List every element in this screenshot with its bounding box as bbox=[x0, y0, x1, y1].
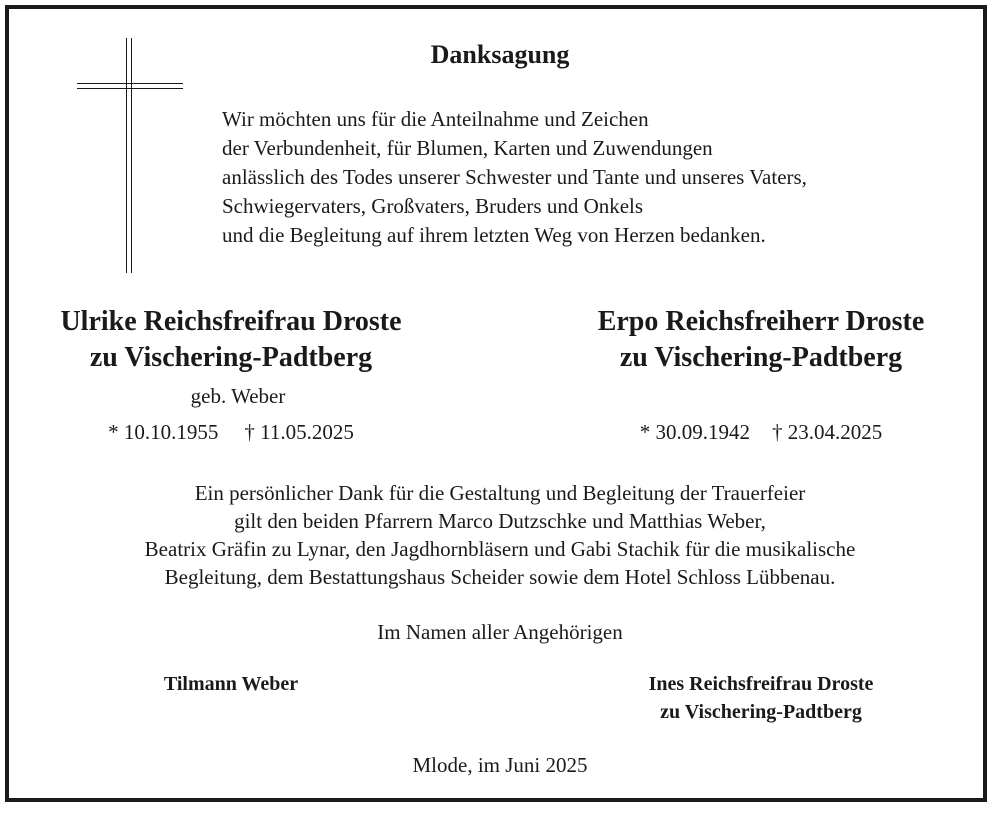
birth-date: * 10.10.1955 bbox=[108, 420, 219, 444]
on-behalf-text: Im Namen aller Angehörigen bbox=[377, 620, 623, 644]
thanks-line: Ein persönlicher Dank für die Gestaltung und Begleitung der Trauerfeier bbox=[194, 481, 806, 505]
intro-line: der Verbundenheit, für Blumen, Karten und Zuwendungen bbox=[222, 136, 713, 160]
thanks-line: gilt den beiden Pfarrern Marco Dutzschke und Matthias Weber, bbox=[234, 509, 766, 533]
signatory-left bbox=[164, 670, 298, 698]
deceased-right bbox=[598, 304, 925, 376]
place-date: Mlode, im Juni 2025 bbox=[412, 753, 588, 777]
thanks-text bbox=[145, 479, 856, 591]
intro-line: anlässlich des Todes unserer Schwester und Tante und unseres Vaters, bbox=[222, 165, 807, 189]
deceased-name-line1: Erpo Reichsfreiherr Droste bbox=[597, 306, 925, 337]
thanks-line: Begleitung, dem Bestattungshaus Scheider sowie dem Hotel Schloss Lübbenau. bbox=[164, 565, 836, 589]
deceased-name-line1: Ulrike Reichsfreifrau Droste bbox=[60, 306, 402, 337]
signatory-right bbox=[649, 670, 874, 726]
life-dates-right bbox=[640, 420, 883, 445]
intro-text bbox=[222, 105, 807, 250]
intro-line: Wir möchten uns für die Anteilnahme und Zeichen bbox=[222, 107, 649, 131]
life-dates-left bbox=[108, 420, 354, 445]
deceased-name-line2: zu Vischering-Padtberg bbox=[619, 342, 903, 373]
death-date: † 11.05.2025 bbox=[244, 420, 354, 444]
deceased-left bbox=[60, 304, 401, 376]
notice-title: Danksagung bbox=[430, 40, 570, 69]
intro-line: und die Begleitung auf ihrem letzten Weg von Herzen bedanken. bbox=[222, 223, 766, 247]
deceased-name-line2: zu Vischering-Padtberg bbox=[89, 342, 373, 373]
maiden-name: geb. Weber bbox=[190, 384, 286, 408]
signatory-name-line2: zu Vischering-Padtberg bbox=[660, 701, 862, 723]
death-date: † 23.04.2025 bbox=[772, 420, 883, 444]
signatory-name: Tilmann Weber bbox=[163, 673, 299, 695]
birth-date: * 30.09.1942 bbox=[639, 420, 750, 444]
intro-line: Schwiegervaters, Großvaters, Bruders und Onkels bbox=[222, 194, 644, 218]
signatory-name-line1: Ines Reichsfreifrau Droste bbox=[648, 673, 874, 695]
thanks-line: Beatrix Gräfin zu Lynar, den Jagdhornbläsern und Gabi Stachik für die musikalische bbox=[144, 537, 856, 561]
